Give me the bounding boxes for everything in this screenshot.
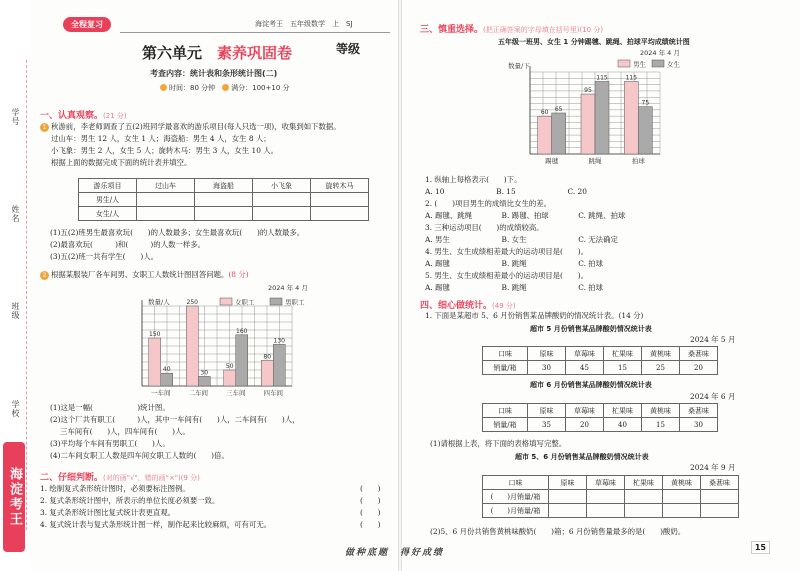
judge-answer[interactable]: ( ) — [360, 520, 381, 529]
answer-cell[interactable] — [311, 207, 369, 221]
bar-value-label: 60 — [540, 109, 549, 117]
june-table-date: 2024 年 6 月 — [690, 392, 736, 401]
answer-cell[interactable] — [137, 193, 195, 207]
bar-男生 — [581, 94, 595, 154]
chart2-ylabel: 数量/下 — [508, 62, 530, 70]
combined-sales-table: 口味 原味 草莓味 杧果味 黄桃味 桑葚味 ( )月销量/箱 ( )月销量/箱 — [482, 475, 739, 518]
clock-icon — [160, 84, 167, 91]
category-label: 跳绳 — [588, 157, 602, 165]
binding-cut-line — [26, 60, 27, 530]
judge-item: 1. 绘制复式条形统计图时，必须要标注图例。 ( ) — [40, 484, 381, 493]
answer-cell[interactable] — [137, 207, 195, 221]
bar-女职工 — [186, 306, 198, 386]
judge-item: 2. 复式条形统计图中，所表示的单位长度必须要一致。 ( ) — [40, 496, 381, 505]
bar-value-label: 150 — [149, 331, 161, 338]
bar-value-label: 30 — [200, 369, 209, 377]
series-badge: 全程复习 — [63, 17, 111, 32]
page-gutter — [398, 0, 402, 571]
bar-男生 — [624, 81, 638, 154]
judge-answer[interactable]: ( ) — [360, 496, 381, 505]
answer-cell[interactable] — [253, 193, 311, 207]
answer-cell[interactable] — [311, 193, 369, 207]
legend-label: 女生 — [667, 60, 680, 69]
bar-value-label: 115 — [625, 74, 638, 82]
bar-value-label: 250 — [186, 299, 198, 306]
answer-cell[interactable] — [663, 504, 701, 518]
bar-value-label: 80 — [263, 353, 272, 361]
s4-sub2: (2)5、6 月份共销售黄桃味酸奶( )箱；6 月份销售量最多的是( )酸奶。 — [430, 527, 686, 536]
answer-cell[interactable] — [663, 490, 701, 504]
q2-number: 2 — [40, 271, 49, 280]
chart2-title: 五年级一班男、女生 1 分钟踢毽、跳绳、拍球平均成绩统计图 — [498, 38, 690, 46]
bar-女职工 — [261, 360, 273, 386]
bar-男职工 — [198, 376, 210, 386]
section-2-heading: 二、仔细判断。(对的画"√"，错的画"×")(9 分) — [40, 473, 200, 483]
answer-cell[interactable] — [701, 504, 739, 518]
answer-cell[interactable] — [587, 490, 625, 504]
bar-value-label: 50 — [225, 363, 234, 370]
section-4-heading: 四、细心做统计。(49 分) — [420, 301, 516, 311]
category-label: 拍球 — [631, 157, 645, 165]
page-title: 第六单元 素养巩固卷 — [142, 44, 293, 62]
legend-swatch — [270, 298, 282, 305]
bar-男职工 — [273, 344, 285, 386]
judge-list — [40, 483, 395, 531]
bar-女职工 — [149, 338, 161, 386]
s4-sub1: (1)请根据上表，将下面的表格填写完整。 — [430, 439, 567, 448]
legend-label: 女职工 — [235, 298, 255, 307]
score-icon — [222, 84, 229, 91]
legend-label: 男职工 — [285, 298, 305, 307]
header-rule — [120, 32, 390, 33]
chart2-plot — [530, 60, 681, 166]
grade-box: 等级 — [336, 42, 361, 56]
answer-cell[interactable] — [549, 490, 587, 504]
answer-cell[interactable] — [195, 193, 253, 207]
q1-text: 1 秋游前，李老师调查了五(2)班同学最喜欢的游乐项目(每人只选一项)，收集到如下数据。 过山车：男生 12 人，女生 1 人；海盗船：男生 4 人，女生 8 人； 小飞象：男生 2 人，女生 5 人；旋转木马：男生 3 人，女生 10 人。 根据上面的数据完成下面的统计表并填空。 — [40, 121, 341, 169]
answer-cell[interactable] — [587, 504, 625, 518]
answer-cell[interactable] — [195, 207, 253, 221]
q2-text: 2 根据某服装厂各车间男、女职工人数统计图回答问题。(8 分) — [40, 269, 249, 281]
q1-number: 1 — [40, 123, 49, 132]
judge-item: 3. 复式条形统计图比复式统计表更直观。 ( ) — [40, 508, 381, 517]
category-label: 四车间 — [263, 389, 283, 397]
answer-cell[interactable] — [549, 504, 587, 518]
bar-value-label: 95 — [584, 87, 592, 95]
answer-cell[interactable] — [701, 490, 739, 504]
q1-subquestions: (1)五(2)班男生最喜欢玩( )的人数最多；女生最喜欢玩( )的人数最多。 (2)最喜欢玩( )和( )的人数一样多。 (3)五(2)班一共有学生( )人。 — [50, 228, 305, 261]
category-label: 踢毽 — [545, 157, 559, 165]
school-label: 学校 — [11, 400, 20, 418]
bar-value-label: 130 — [273, 337, 285, 345]
section-3-heading: 三、慎重选择。(把正确答案的字母填在括号里)(10 分) — [420, 25, 604, 35]
legend-swatch — [652, 60, 664, 67]
brand-logo: 海淀考王 — [3, 442, 25, 552]
page-number: 15 — [751, 541, 770, 554]
may-table-title: 超市 5 月份销售某品牌酸奶情况统计表 — [530, 325, 652, 333]
bar-value-label: 115 — [596, 74, 608, 82]
bar-男职工 — [236, 335, 248, 386]
bar-男生 — [538, 116, 552, 154]
student-number-label: 学号 — [11, 108, 20, 126]
chart1-plot — [142, 298, 305, 398]
chart1-ylabel: 数量/人 — [148, 298, 170, 306]
activity-table: 游乐项目 过山车 海盗船 小飞象 旋转木马 男生/人 女生/人 — [78, 178, 369, 221]
bar-value-label: 40 — [162, 366, 171, 374]
section-1-heading: 一、认真观察。(21 分) — [40, 111, 127, 121]
may-sales-table: 口味 原味 草莓味 杧果味 黄桃味 桑葚味 销量/箱 30 45 15 25 20 — [482, 346, 718, 375]
judge-answer[interactable]: ( ) — [360, 508, 381, 517]
name-label: 姓名 — [11, 205, 20, 223]
june-table-title: 超市 6 月份销售某品牌酸奶情况统计表 — [530, 381, 652, 389]
exam-meta: 时间：80 分钟 满分：100+10 分 — [160, 83, 290, 93]
page-footer-slogan: 做种底题 得好成绩 — [345, 548, 445, 558]
bar-value-label: 65 — [554, 106, 563, 113]
s4-q1-text: 1. 下面是某超市 5、6 月份销售某品牌酸奶的情况统计表。(14 分) — [425, 311, 644, 320]
legend-swatch — [220, 298, 232, 305]
category-label: 三车间 — [226, 389, 246, 397]
bar-value-label: 160 — [236, 327, 248, 335]
judge-answer[interactable]: ( ) — [360, 484, 381, 493]
bar-value-label: 75 — [641, 99, 650, 107]
answer-cell[interactable] — [625, 490, 663, 504]
bar-男职工 — [161, 373, 173, 386]
q2-subquestions: (1)这是一幅( )统计图。 (2)这个厂共有职工( )人，其中一车间有( )人，二车间有( )人， 三车间有( )人，四车间有( )人。 (3)平均每个车间有男职工( )人。 (4)二车间女职工人数是四车间女职工人数的( )倍。 — [50, 403, 300, 460]
category-label: 二车间 — [188, 389, 208, 397]
bar-女生 — [638, 107, 652, 154]
chart2-date: 2024 年 4 月 — [640, 49, 680, 57]
choice-list: 1. 纵轴上每格表示( )下。 A. 10 B. 15 C. 20 2. ( )项目男生的成绩比女生的差。 A. 踢毽、跳绳 B. 踢毽、拍球 C. 跳绳、拍球 3. 三种运动项目( )的成绩较高。 A. 男生 B. 女生 C. 无法确定 4. 男生、女生成绩相差最大的运动项目是( )。 A. 踢毽 B. 跳绳 C. 拍球 5. 男生、女生成绩相差最小的运动项目是( )。 A. 踢毽 B. 跳绳 C. 拍球 — [425, 175, 626, 292]
class-label: 班级 — [11, 302, 20, 320]
chart1-date: 2024 年 4 月 — [268, 284, 308, 292]
sports-bar-chart — [500, 46, 690, 171]
header-info: 海淀考王 五年级数学 上 SJ — [255, 20, 353, 28]
combined-table-title: 超市 5、6 月份销售某品牌酸奶情况统计表 — [515, 453, 649, 461]
workshop-bar-chart — [120, 280, 310, 400]
bar-女生 — [595, 81, 609, 154]
legend-label: 男生 — [633, 60, 646, 69]
bar-女职工 — [224, 370, 236, 386]
judge-item: 4. 复式统计表与复式条形统计图一样，制作起来比较麻烦，可有可无。 ( ) — [40, 520, 381, 529]
combined-table-date: 2024 年 9 月 — [690, 463, 736, 472]
may-table-date: 2024 年 5 月 — [690, 335, 736, 344]
answer-cell[interactable] — [253, 207, 311, 221]
answer-cell[interactable] — [625, 504, 663, 518]
bar-女生 — [552, 113, 566, 154]
legend-swatch — [618, 60, 630, 67]
exam-scope: 考查内容：统计表和条形统计图(二) — [150, 69, 278, 78]
june-sales-table: 口味 原味 草莓味 杧果味 黄桃味 桑葚味 销量/箱 35 20 40 15 30 — [482, 403, 718, 432]
category-label: 一车间 — [151, 389, 171, 397]
